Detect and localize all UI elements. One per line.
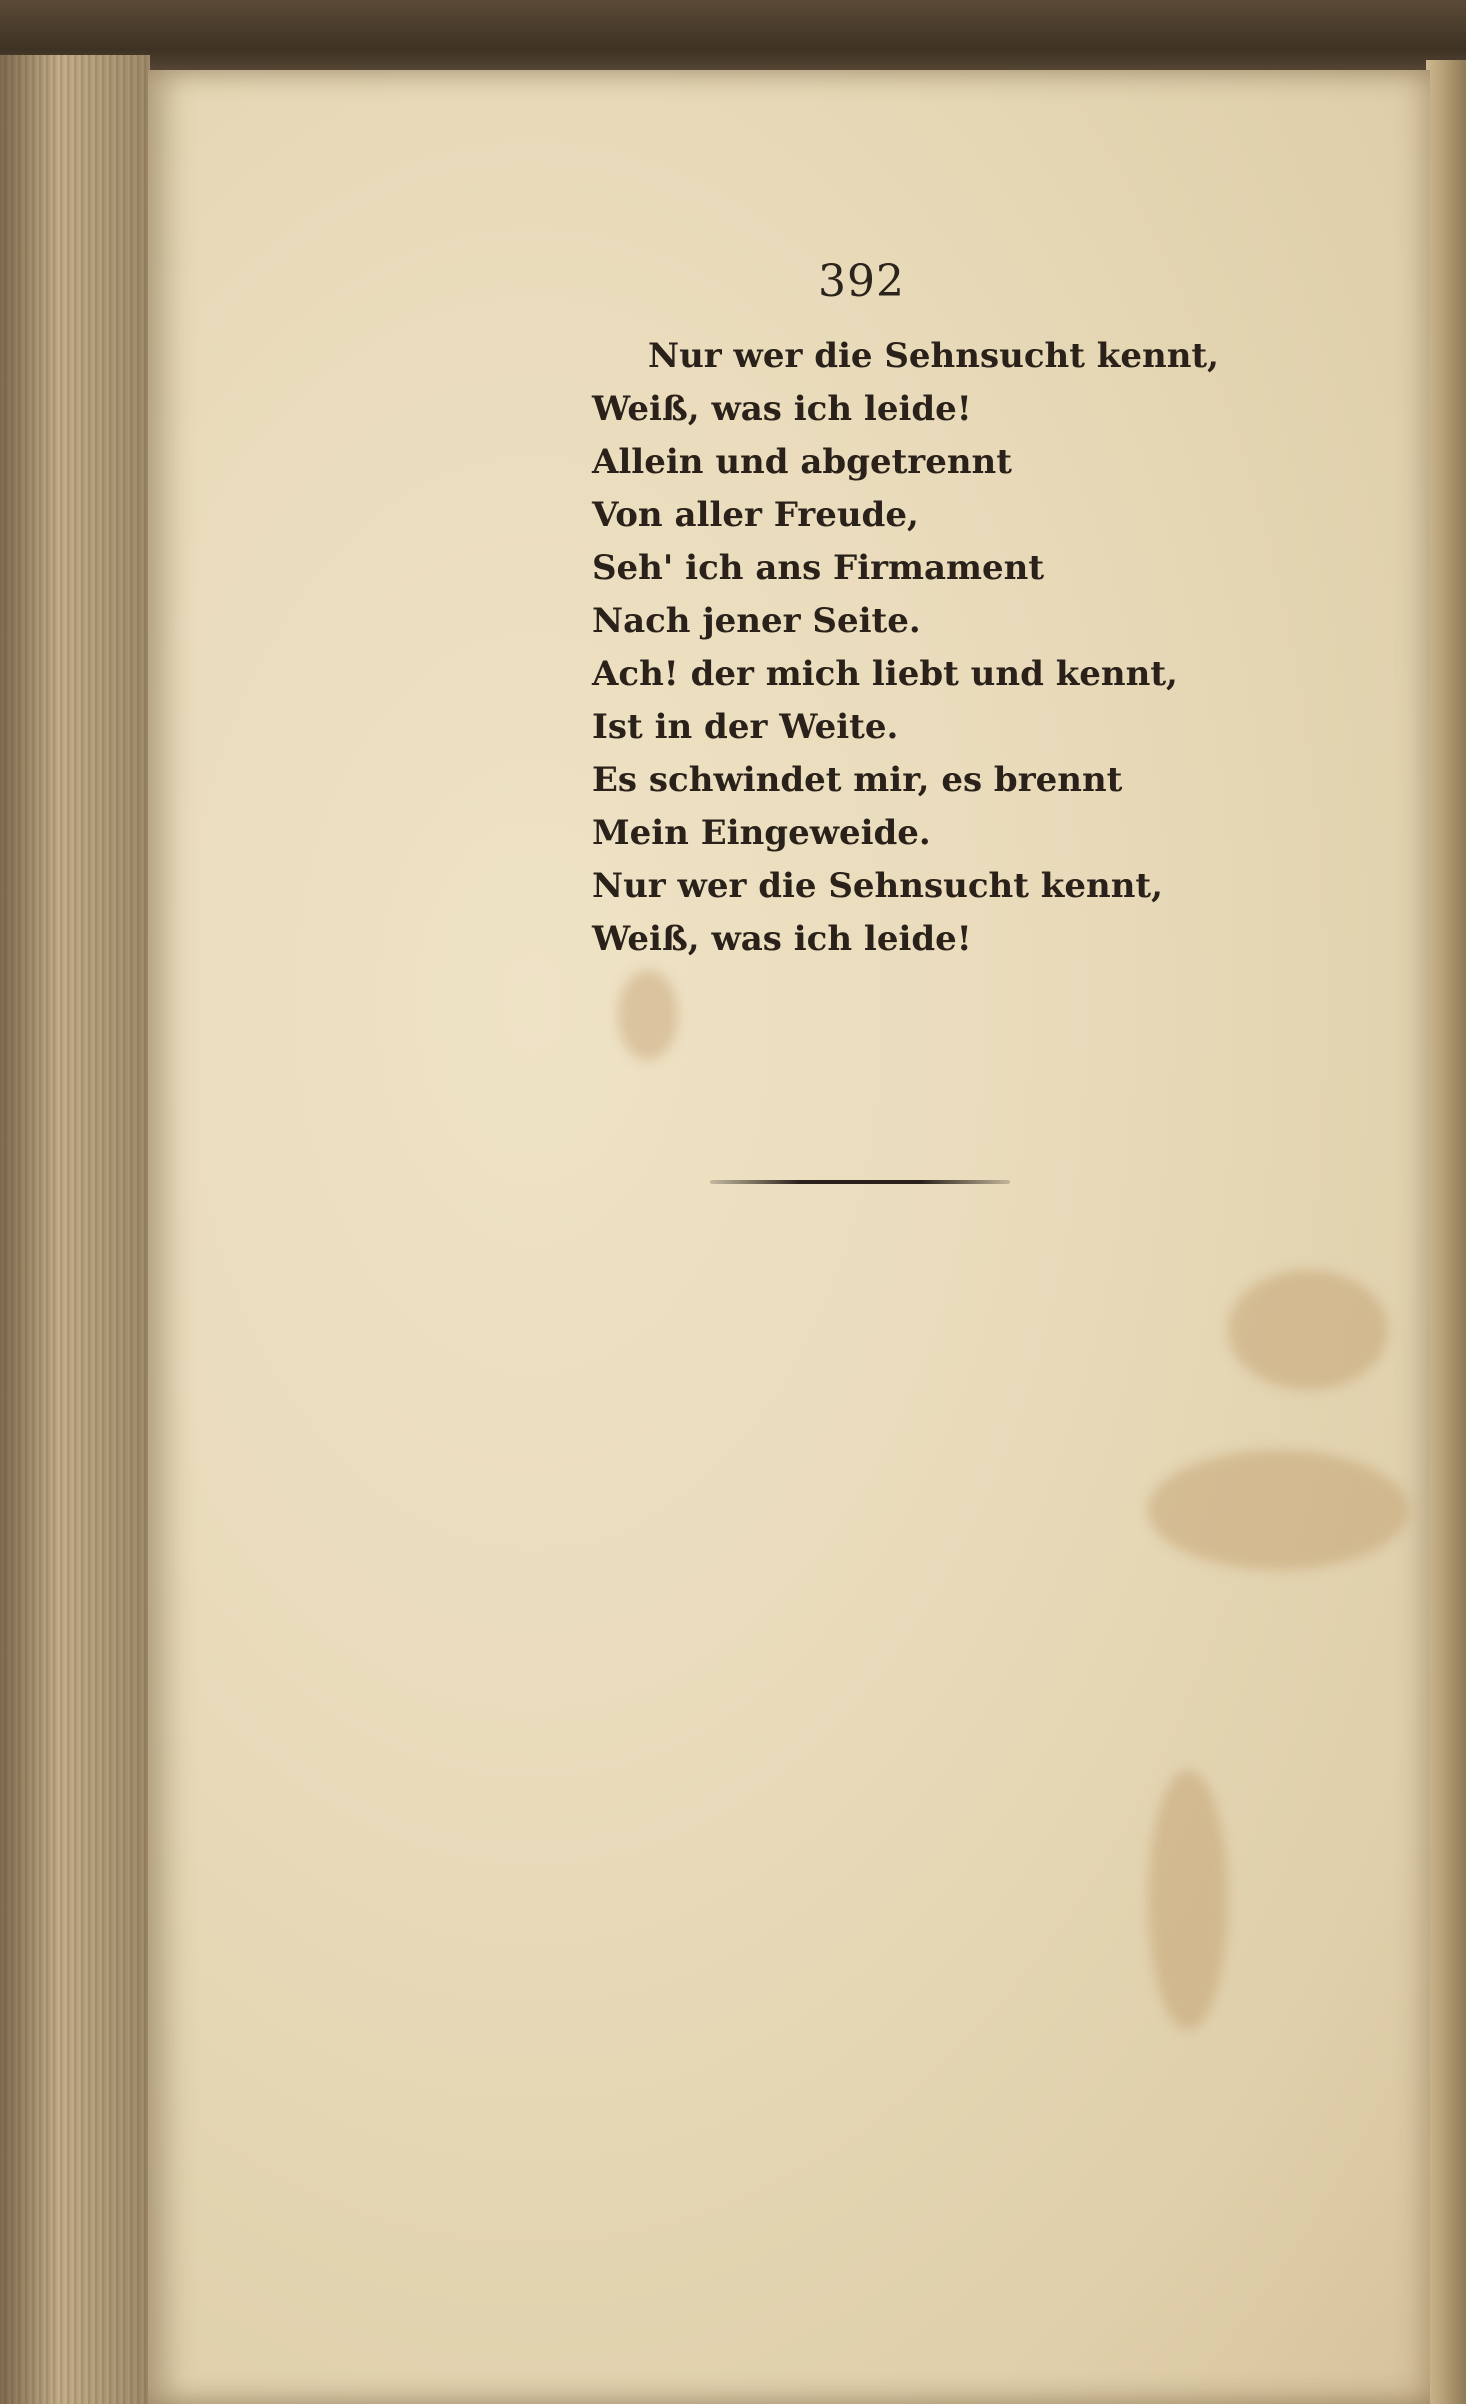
section-separator-rule — [710, 1180, 1010, 1184]
right-page-edge — [1426, 60, 1466, 2404]
poem-line: Weiß, was ich leide! — [592, 919, 972, 959]
poem-line: Mein Eingeweide. — [592, 813, 931, 853]
poem-line: Nur wer die Sehnsucht kennt, — [592, 866, 1163, 906]
poem-line: Von aller Freude, — [592, 495, 919, 535]
poem-line: Ach! der mich liebt und kennt, — [592, 654, 1178, 694]
page-number: 392 — [818, 256, 905, 307]
poem-line: Weiß, was ich leide! — [592, 389, 972, 429]
poem-line: Ist in der Weite. — [592, 707, 899, 747]
poem-line: Allein und abgetrennt — [592, 442, 1012, 482]
poem-line: Nur wer die Sehnsucht kennt, — [648, 336, 1219, 376]
paper-stain — [1228, 1270, 1388, 1390]
poem-line: Seh' ich ans Firmament — [592, 548, 1045, 588]
paper-stain — [1148, 1450, 1408, 1570]
poem-block — [592, 330, 1219, 966]
poem-line: Es schwindet mir, es brennt — [592, 760, 1123, 800]
poem-line: Nach jener Seite. — [592, 601, 921, 641]
page-edges-shadow — [0, 55, 150, 2404]
paper-stain — [1148, 1770, 1228, 2030]
paper-stain — [618, 970, 678, 1060]
